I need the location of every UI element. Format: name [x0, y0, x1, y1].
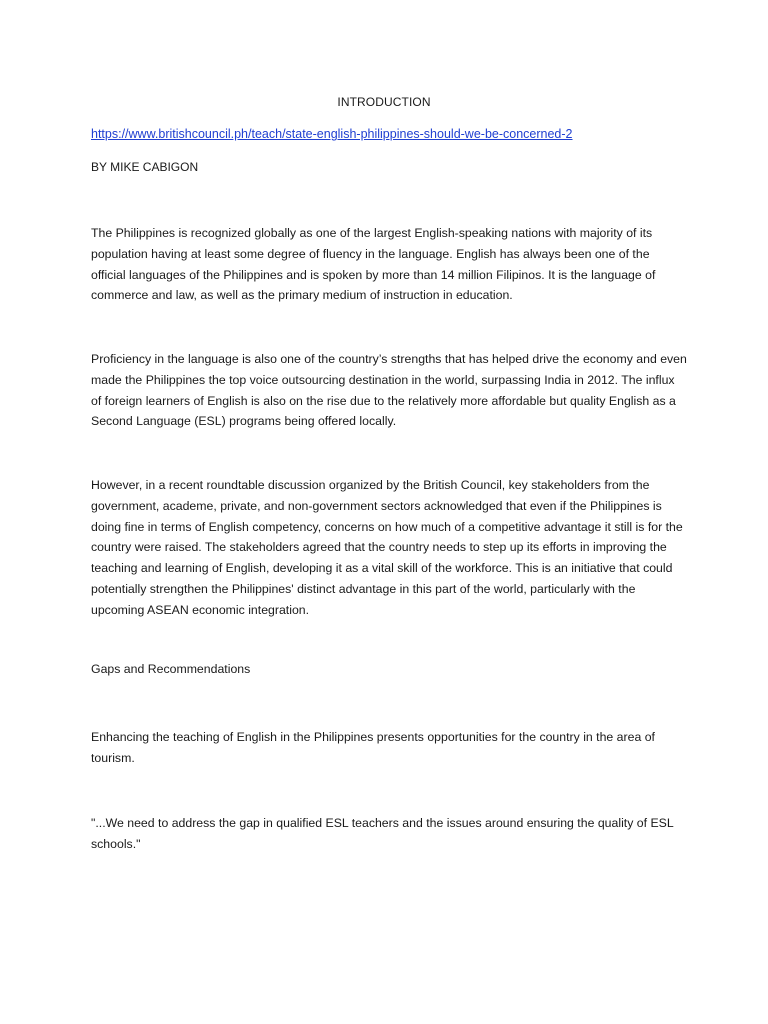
quote-paragraph: "...We need to address the gap in qualified ESL teachers and the issues around ensuring the quality of ESL schools." — [91, 816, 674, 851]
document-heading: INTRODUCTION — [337, 95, 431, 109]
paragraph: Enhancing the teaching of English in the Philippines presents opportunities for the country in the area of tourism. — [91, 730, 655, 765]
paragraph: The Philippines is recognized globally as one of the largest English-speaking nations with majority of its population having at least some degree of fluency in the language. English has always been one of the official languages of the Philippines and is spoken by more than 14 million Filipinos. It is the language of commerce and law, as well as the primary medium of instruction in education. — [91, 226, 656, 303]
section-subheading: Gaps and Recommendations — [91, 662, 251, 676]
paragraph: Proficiency in the language is also one of the country’s strengths that has helped drive the economy and even made the Philippines the top voice outsourcing destination in the world, surpassing India in 2012. The influx of foreign learners of English is also on the rise due to the relatively more affordable but quality English as a Second Language (ESL) programs being offered locally. — [91, 352, 687, 429]
paragraph: However, in a recent roundtable discussion organized by the British Council, key stakeholders from the government, academe, private, and non-government sectors acknowledged that even if the Philippines is doing fine in terms of English competency, concerns on how much of a competitive advantage it still is for the country were raised. The stakeholders agreed that the country needs to step up its efforts in improving the teaching and learning of English, developing it as a vital skill of the workforce. This is an initiative that could potentially strengthen the Philippines' distinct advantage in this part of the world, particularly with the upcoming ASEAN economic integration. — [91, 478, 683, 617]
author-byline: BY MIKE CABIGON — [91, 160, 199, 174]
source-link[interactable]: https://www.britishcouncil.ph/teach/state-english-philippines-should-we-be-concerned-2 — [91, 127, 573, 141]
